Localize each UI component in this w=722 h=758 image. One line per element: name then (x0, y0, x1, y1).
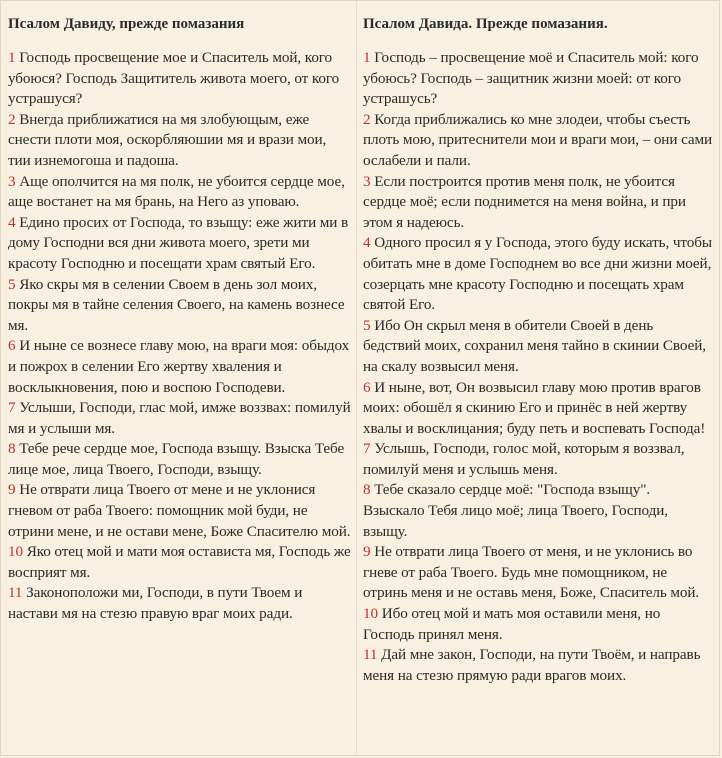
verse (8, 275, 352, 337)
verse-text: Дай мне закон, Господи, на пути Твоём, и направь меня на стезю прямую ради врагов моих. (363, 646, 701, 684)
column-title-russian: Псалом Давида. Прежде помазания. (363, 16, 608, 32)
verse-list-russian (363, 48, 713, 686)
verse-number: 3 (363, 172, 371, 190)
verse-number: 6 (363, 378, 371, 396)
verse-text: Господь просвещение мое и Спаситель мой, кого убоюся? Господь Защититель живота моего, от кого устрашуся? (8, 49, 340, 108)
verse-text: И ныне, вот, Он возвысил главу мою против врагов моих: обошёл я скинию Его и принёс в ней жертву хвалы и восклицания; буду петь и воспевать Господа! (363, 378, 706, 437)
verse (363, 48, 713, 110)
verse (8, 172, 352, 213)
verse-number: 8 (8, 440, 16, 458)
verse-text: Яко скры мя в селении Своем в день зол моих, покры мя в тайне селения Своего, на камень вознесе мя. (8, 275, 345, 334)
verse (8, 480, 352, 542)
verse (8, 110, 352, 172)
verse (363, 645, 713, 686)
verse (363, 480, 713, 542)
verse-number: 8 (363, 481, 371, 499)
church-slavonic-column (1, 1, 357, 755)
verse-text: Внегда приближатися на мя злобующым, еже снести плоти моя, оскорбляюшии мя и врази мои, тии изнемогоша и падоша. (8, 110, 327, 169)
verse-text: Тебе сказало сердце моё: "Господа взыщу". Взыскало Тебя лицо моё; лица Твоего, Господи, взыщу. (363, 481, 668, 540)
verse (8, 439, 352, 480)
verse-text: И ныне се вознесе главу мою, на враги моя: обыдох и пожрох в селении Его жертву хваления и восклыкновения, пою и воспою Господеви. (8, 337, 350, 396)
verse-text: Тебе рече сердце мое, Господа взыщу. Взыска Тебе лице мое, лица Твоего, Господи, взыщу. (8, 440, 345, 478)
verse (363, 378, 713, 440)
verse-number: 3 (8, 172, 16, 190)
verse (363, 316, 713, 378)
verse-number: 5 (363, 316, 371, 334)
verse (363, 542, 713, 604)
verse-text: Не отврати лица Твоего от меня, и не уклонись во гневе от раба Твоего. Будь мне помощником, не отринь меня и не оставь меня, Боже, Спаситель мой. (363, 543, 700, 602)
verse-text: Господь – просвещение моё и Спаситель мой: кого убоюсь? Господь – защитник жизни моей: от кого устрашусь? (363, 49, 699, 108)
verse-text: Услыши, Господи, глас мой, имже воззвах: помилуй мя и услыши мя. (8, 399, 351, 437)
verse-text: Ибо Он скрыл меня в обители Своей в день бедствий моих, сохранил меня тайно в скинии Своей, на скалу возвысил меня. (363, 316, 706, 375)
verse-text: Услышь, Господи, голос мой, которым я воззвал, помилуй меня и услышь меня. (363, 440, 685, 478)
verse-number: 11 (363, 646, 378, 664)
verse (363, 172, 713, 234)
verse-text: Одного просил я у Господа, этого буду искать, чтобы обитать мне в доме Господнем во все дни жизни моей, созерцать мне красоту Господню и посещать храм святой Его. (363, 234, 712, 314)
verse-text: Законоположи ми, Господи, в пути Твоем и настави мя на стезю правую враг моих ради. (8, 584, 303, 623)
verse (8, 398, 352, 439)
verse-number: 4 (363, 234, 371, 252)
column-title-slavonic: Псалом Давиду, прежде помазания (8, 16, 245, 32)
verse-number: 11 (8, 584, 23, 602)
verse-number: 1 (363, 49, 371, 66)
verse-number: 4 (8, 213, 16, 231)
verse-number: 5 (8, 275, 16, 293)
verse-text: Едино просих от Господа, то взыщу: еже жити ми в дому Господни вся дни живота моего, зрети ми красоту Господню и посещати храм святый Его. (8, 213, 349, 272)
russian-column (357, 1, 719, 755)
verse-number: 2 (363, 110, 371, 128)
verse-number: 9 (363, 543, 371, 561)
verse (8, 542, 352, 583)
verse (8, 336, 352, 398)
verse (363, 604, 713, 645)
verse-number: 1 (8, 49, 16, 66)
verse-text: Аще ополчится на мя полк, не убоится сердце мое, аще востанет на мя брань, на Него аз уповаю. (8, 172, 345, 211)
verse (8, 48, 352, 110)
verse (363, 439, 713, 480)
verse-number: 2 (8, 110, 16, 128)
verse-text: Если построится против меня полк, не убоится сердце моё; если поднимется на меня война, и при этом я надеюсь. (363, 172, 686, 231)
verse (8, 213, 352, 275)
verse-number: 6 (8, 337, 16, 355)
verse (363, 233, 713, 315)
verse (363, 110, 713, 172)
verse-text: Когда приближались ко мне злодеи, чтобы съесть плоть мою, притеснители мои и враги мои, – они сами ослабели и пали. (363, 110, 713, 169)
verse-number: 7 (363, 440, 371, 458)
verse-text: Не отврати лица Твоего от мене и не уклонися гневом от раба Твоего: помощник мой буди, не отрини мене, и не остави мене, Боже Спасителю мой. (8, 481, 351, 540)
verse (8, 583, 352, 624)
verse-number: 10 (8, 543, 23, 561)
verse-number: 7 (8, 399, 16, 417)
verse-text: Ибо отец мой и мать моя оставили меня, но Господь принял меня. (363, 605, 661, 643)
verse-list-slavonic (8, 48, 352, 625)
verse-number: 10 (363, 605, 378, 623)
verse-number: 9 (8, 481, 16, 499)
verse-text: Яко отец мой и мати моя остависта мя, Господь же восприят мя. (8, 543, 351, 581)
